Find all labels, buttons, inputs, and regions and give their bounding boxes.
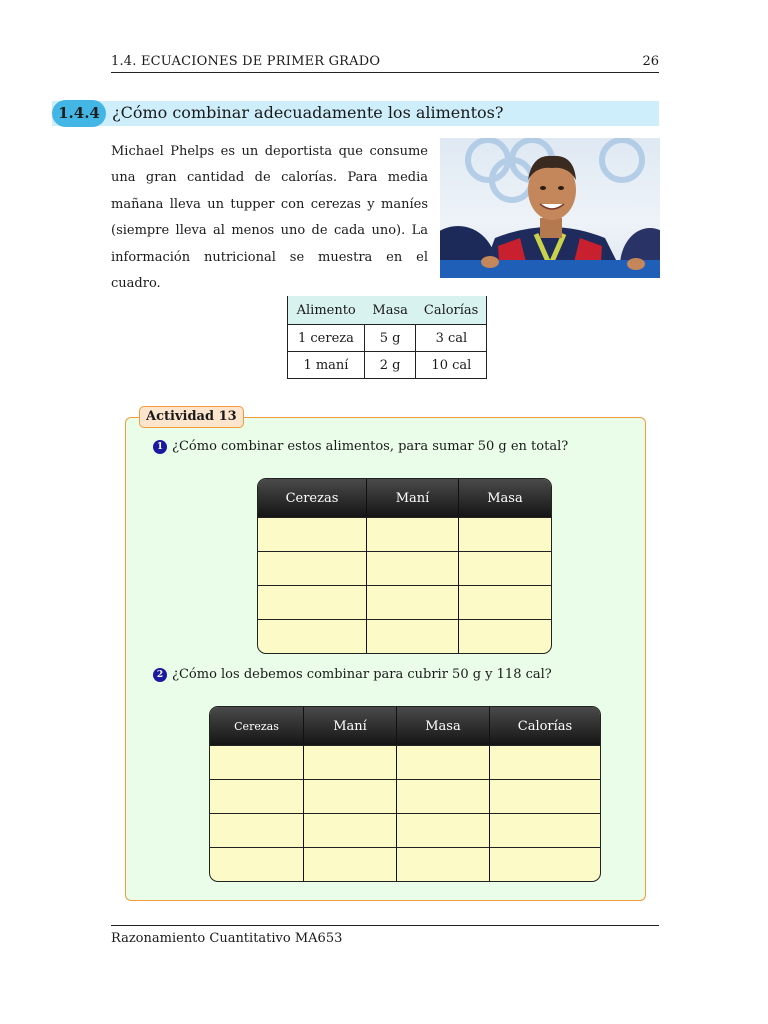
table-row [288, 352, 487, 379]
answer-row [210, 779, 600, 813]
answer-cell[interactable] [210, 814, 304, 847]
answer-table-header [258, 479, 551, 517]
section-title: ¿Cómo combinar adecuadamente los alimentos? [112, 103, 504, 122]
nutrition-table [287, 296, 487, 379]
header-calorias: Calorías [416, 296, 487, 325]
answer-cell[interactable] [490, 814, 600, 847]
answer-cell[interactable] [490, 848, 600, 881]
answer-row [210, 847, 600, 881]
answer-cell[interactable] [304, 814, 397, 847]
answer-cell[interactable] [304, 780, 397, 813]
running-header [111, 54, 659, 73]
footer-text: Razonamiento Cuantitativo MA653 [111, 931, 343, 946]
table-cell: 2 g [364, 352, 415, 379]
answer-cell[interactable] [397, 746, 490, 779]
answer-cell[interactable] [459, 518, 551, 551]
table-cell: 10 cal [416, 352, 487, 379]
answer-cell[interactable] [258, 620, 367, 653]
nutrition-table-header [288, 296, 487, 325]
question-text: ¿Cómo los debemos combinar para cubrir 50 g y 118 cal? [172, 667, 552, 682]
answer-cell[interactable] [459, 552, 551, 585]
answer-cell[interactable] [304, 746, 397, 779]
answer-row [258, 585, 551, 619]
question-2 [153, 667, 552, 682]
column-header: Masa [397, 707, 490, 745]
answer-cell[interactable] [367, 518, 459, 551]
answer-cell[interactable] [210, 746, 304, 779]
activity-label: Actividad 13 [139, 406, 244, 428]
question-1 [153, 439, 568, 454]
column-header: Cerezas [258, 479, 367, 517]
column-header: Masa [487, 490, 523, 506]
intro-paragraph: Michael Phelps es un deportista que consume una gran cantidad de calorías. Para media mañana lleva un tupper con cerezas y maníes (siempre lleva al menos uno de cada uno). La información nutricional se muestra en el cuadro. [111, 144, 428, 292]
athlete-illustration [440, 138, 660, 278]
footer-rule [111, 925, 659, 926]
answer-cell[interactable] [258, 552, 367, 585]
answer-cell[interactable] [304, 848, 397, 881]
answer-row [210, 813, 600, 847]
answer-row [258, 517, 551, 551]
header-alimento: Alimento [288, 296, 365, 325]
answer-table-1 [257, 478, 552, 654]
question-number-badge: 2 [153, 668, 167, 682]
section-number: 1.4.4 [52, 100, 106, 127]
answer-cell[interactable] [397, 848, 490, 881]
column-header: Maní [304, 707, 397, 745]
question-text: ¿Cómo combinar estos alimentos, para sumar 50 g en total? [172, 439, 569, 454]
page-number: 26 [642, 54, 659, 69]
column-header: Cerezas [210, 707, 304, 745]
question-number-badge: 1 [153, 440, 167, 454]
answer-cell[interactable] [459, 586, 551, 619]
answer-cell[interactable] [258, 518, 367, 551]
answer-cell[interactable] [210, 848, 304, 881]
table-cell: 3 cal [416, 325, 487, 352]
answer-cell[interactable] [367, 620, 459, 653]
answer-row [258, 619, 551, 653]
athlete-photo [440, 138, 660, 278]
answer-cell[interactable] [397, 814, 490, 847]
answer-cell[interactable] [210, 780, 304, 813]
table-row [288, 325, 487, 352]
column-header: Calorías [517, 718, 573, 734]
answer-table-2 [209, 706, 601, 882]
table-cell: 5 g [364, 325, 415, 352]
column-header: Maní [367, 479, 459, 517]
answer-cell[interactable] [258, 586, 367, 619]
answer-row [258, 551, 551, 585]
answer-cell[interactable] [397, 780, 490, 813]
answer-cell[interactable] [490, 780, 600, 813]
chapter-title: 1.4. ECUACIONES DE PRIMER GRADO [111, 54, 381, 69]
table-cell: 1 cereza [288, 325, 365, 352]
answer-cell[interactable] [367, 552, 459, 585]
header-masa: Masa [364, 296, 415, 325]
answer-cell[interactable] [459, 620, 551, 653]
answer-table-header [210, 707, 600, 745]
answer-row [210, 745, 600, 779]
table-cell: 1 maní [288, 352, 365, 379]
answer-cell[interactable] [367, 586, 459, 619]
answer-cell[interactable] [490, 746, 600, 779]
